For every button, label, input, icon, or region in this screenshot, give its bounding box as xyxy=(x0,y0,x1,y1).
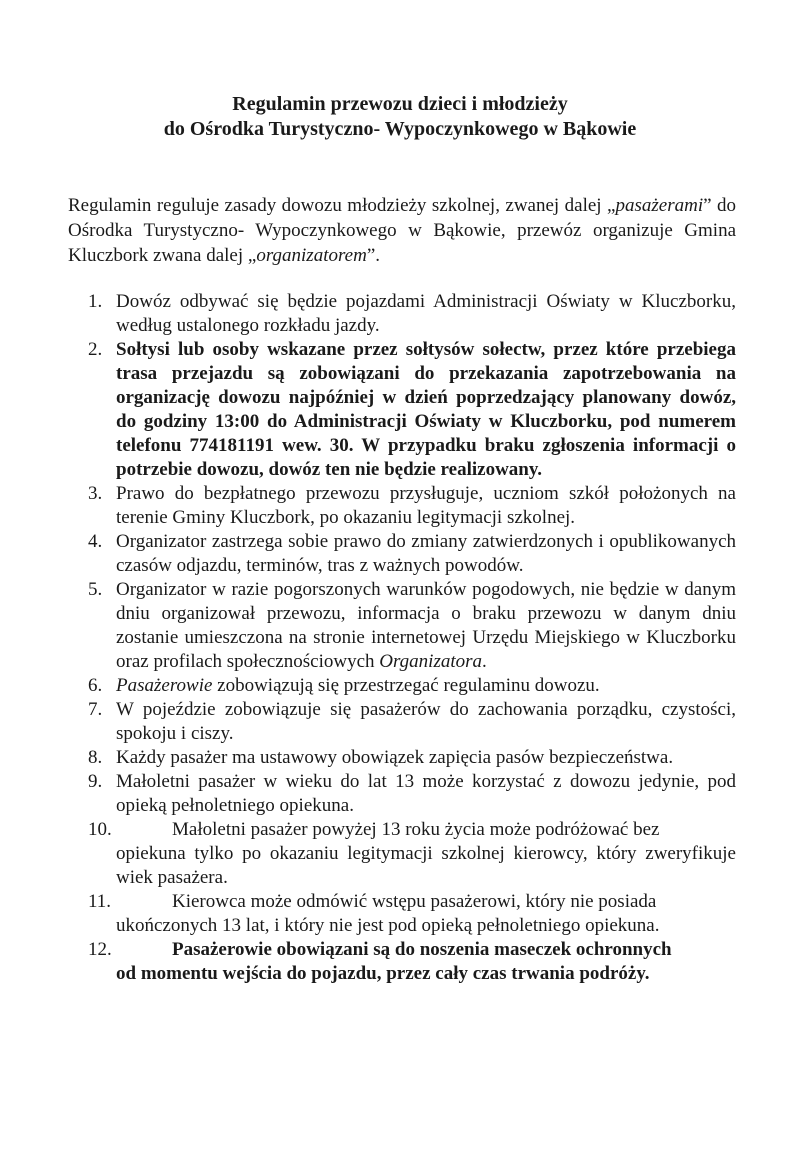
rule-number: 3. xyxy=(88,483,103,504)
rule-text: zobowiązują się przestrzegać regulaminu dowozu. xyxy=(212,675,600,696)
rule-number: 2. xyxy=(88,339,103,360)
rule-text: Sołtysi lub osoby wskazane przez sołtysów sołectw, przez które przebiega trasa przejazdu są zobowiązani do przekazania zapotrzebowania na organizację dowozu najpóźniej w dzień poprzedzający planowany dowóz, do godziny 13:00 do Administracji Oświaty w Kluczborku, pod numerem telefonu 774181191 wew. 30. W przypadku braku zgłoszenia informacji o potrzebie dowozu, dowóz ten nie będzie realizowany. xyxy=(116,339,736,480)
intro-italic-organizatorem: organizatorem xyxy=(256,245,367,266)
rule-number: 1. xyxy=(88,291,103,312)
rules-list xyxy=(88,290,736,986)
rule-italic: Organizatora xyxy=(379,651,483,672)
rule-text: Dowóz odbywać się będzie pojazdami Administracji Oświaty w Kluczborku, według ustalonego rozkładu jazdy. xyxy=(116,291,736,336)
rule-number: 8. xyxy=(88,747,103,768)
list-item xyxy=(88,770,736,818)
list-item xyxy=(88,578,736,674)
rule-number: 10. xyxy=(88,819,112,840)
list-item xyxy=(88,938,736,986)
list-item xyxy=(88,818,736,890)
intro-italic-pasazerami: pasażerami xyxy=(615,195,704,216)
rule-number: 5. xyxy=(88,579,103,600)
intro-paragraph xyxy=(68,193,736,268)
rule-text: Małoletni pasażer powyżej 13 roku życia może podróżować bez xyxy=(172,819,660,840)
rule-tail: . xyxy=(482,651,487,672)
list-item xyxy=(88,698,736,746)
list-item xyxy=(88,530,736,578)
rule-number: 12. xyxy=(88,939,112,960)
rule-text: Organizator zastrzega sobie prawo do zmiany zatwierdzonych i opublikowanych czasów odjazdu, terminów, tras z ważnych powodów. xyxy=(116,531,736,576)
rule-text-continued: ukończonych 13 lat, i który nie jest pod opieką pełnoletniego opiekuna. xyxy=(116,915,660,936)
title-line-1: Regulamin przewozu dzieci i młodzieży xyxy=(232,93,568,115)
list-item xyxy=(88,290,736,338)
rule-text: Małoletni pasażer w wieku do lat 13 może korzystać z dowozu jedynie, pod opieką pełnoletniego opiekuna. xyxy=(116,771,736,816)
list-item xyxy=(88,338,736,482)
rule-text-continued: od momentu wejścia do pojazdu, przez cały czas trwania podróży. xyxy=(116,963,650,984)
list-item xyxy=(88,890,736,938)
rule-text-continued: opiekuna tylko po okazaniu legitymacji szkolnej kierowcy, który zweryfikuje wiek pasażera. xyxy=(116,843,736,888)
rule-text: Organizator w razie pogorszonych warunków pogodowych, nie będzie w danym dniu organizował przewozu, informacja o braku przewozu w danym dniu zostanie umieszczona na stronie internetowej Urzędu Miejskiego w Kluczborku oraz profilach społecznościowych xyxy=(116,579,736,672)
rule-number: 4. xyxy=(88,531,103,552)
intro-text-1: Regulamin reguluje zasady dowozu młodzieży szkolnej, zwanej dalej „ xyxy=(68,195,616,216)
intro-text-2: ” do Ośrodka Turystyczno- Wypoczynkowego w Bąkowie, przewóz organizuje Gmina Kluczbork zwana dalej „ xyxy=(68,195,736,266)
list-item xyxy=(88,674,736,698)
list-item xyxy=(88,482,736,530)
rule-number: 6. xyxy=(88,675,103,696)
rule-italic: Pasażerowie xyxy=(116,675,213,696)
rule-number: 9. xyxy=(88,771,103,792)
rule-text: W pojeździe zobowiązuje się pasażerów do zachowania porządku, czystości, spokoju i ciszy. xyxy=(116,699,736,744)
document-title xyxy=(0,92,800,142)
list-item xyxy=(88,746,736,770)
title-line-2: do Ośrodka Turystyczno- Wypoczynkowego w Bąkowie xyxy=(163,118,637,140)
rule-text: Kierowca może odmówić wstępu pasażerowi, który nie posiada xyxy=(172,891,657,912)
rule-number: 7. xyxy=(88,699,103,720)
rule-text: Każdy pasażer ma ustawowy obowiązek zapięcia pasów bezpieczeństwa. xyxy=(116,747,674,768)
rule-text: Prawo do bezpłatnego przewozu przysługuje, uczniom szkół położonych na terenie Gminy Kluczbork, po okazaniu legitymacji szkolnej. xyxy=(116,483,736,528)
rule-number: 11. xyxy=(88,891,112,912)
rule-text: Pasażerowie obowiązani są do noszenia maseczek ochronnych xyxy=(172,939,672,960)
intro-text-3: ”. xyxy=(366,245,380,266)
